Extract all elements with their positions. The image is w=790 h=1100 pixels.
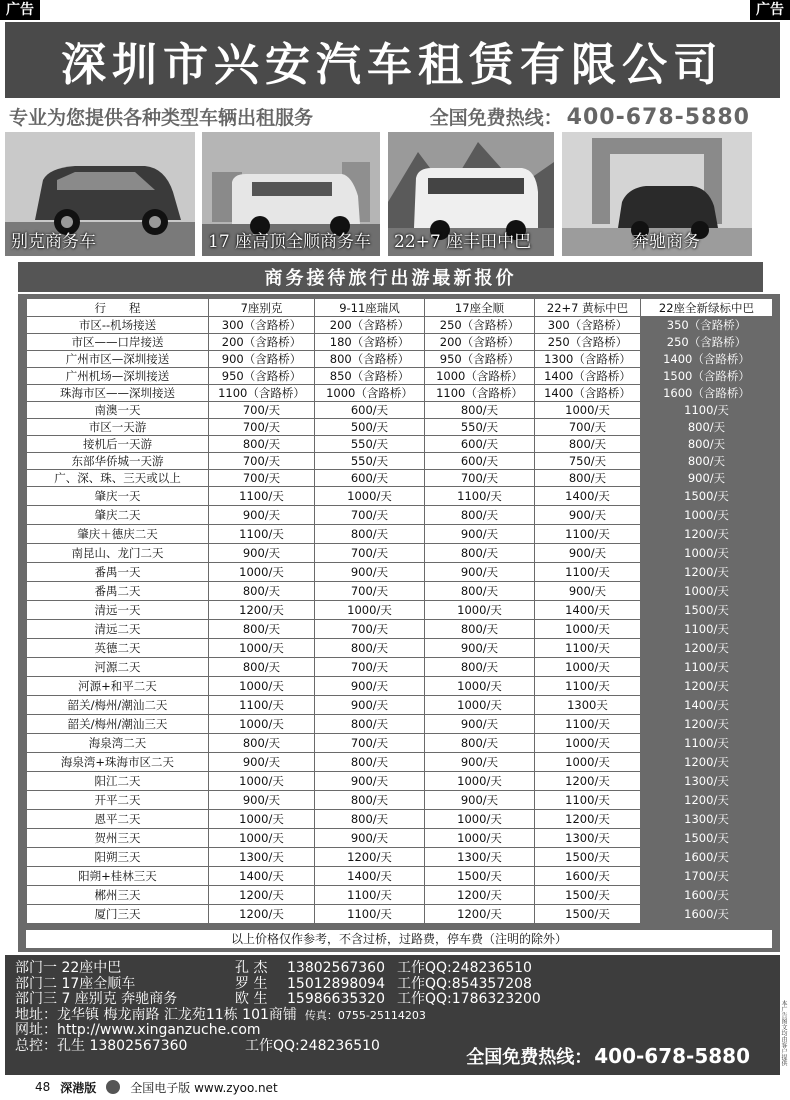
- table-row: [27, 734, 773, 753]
- price-cell: 1300/天: [425, 848, 535, 867]
- price-cell: 800/天: [535, 470, 641, 487]
- price-cell: 800/天: [425, 658, 535, 677]
- price-cell: 800/天: [209, 582, 315, 601]
- price-cell: 1200/天: [535, 772, 641, 791]
- route-cell: 清远二天: [27, 620, 209, 639]
- price-cell: 1100/天: [535, 525, 641, 544]
- table-header-row: [27, 299, 773, 317]
- price-cell: 1200/天: [641, 753, 773, 772]
- price-cell: 1200/天: [641, 563, 773, 582]
- price-cell: 800/天: [209, 734, 315, 753]
- photo-caption: 别克商务车: [11, 232, 96, 252]
- price-cell: 700/天: [209, 470, 315, 487]
- price-cell: 800/天: [315, 715, 425, 734]
- price-cell: 200（含路桥）: [425, 334, 535, 351]
- contact-qq: 工作QQ:854357208: [397, 975, 532, 992]
- price-cell: 1200/天: [641, 791, 773, 810]
- price-cell: 1000/天: [209, 810, 315, 829]
- price-cell: 700/天: [209, 419, 315, 436]
- price-cell: 1100/天: [535, 639, 641, 658]
- route-cell: 肇庆二天: [27, 506, 209, 525]
- photo-benz: [562, 132, 752, 256]
- route-cell: 河源+和平二天: [27, 677, 209, 696]
- price-cell: 700/天: [315, 620, 425, 639]
- price-cell: 900/天: [535, 506, 641, 525]
- price-cell: 1000/天: [209, 563, 315, 582]
- price-cell: 800/天: [425, 544, 535, 563]
- price-cell: 900/天: [425, 753, 535, 772]
- price-cell: 1200/天: [209, 601, 315, 620]
- price-cell: 1000/天: [425, 829, 535, 848]
- price-cell: 1000/天: [641, 582, 773, 601]
- price-table-body: [27, 317, 773, 924]
- contact-line: [15, 961, 770, 977]
- price-cell: 1400（含路桥）: [641, 351, 773, 368]
- price-cell: 700/天: [315, 544, 425, 563]
- photo-buick: [5, 132, 195, 256]
- price-cell: 1600/天: [641, 905, 773, 924]
- price-cell: 1500/天: [641, 487, 773, 506]
- table-row: [27, 368, 773, 385]
- price-cell: 350（含路桥）: [641, 317, 773, 334]
- table-row: [27, 905, 773, 924]
- price-cell: 1100/天: [209, 696, 315, 715]
- price-cell: 1300/天: [641, 772, 773, 791]
- route-cell: 市区——口岸接送: [27, 334, 209, 351]
- price-cell: 900/天: [535, 582, 641, 601]
- table-row: [27, 582, 773, 601]
- side-note: 本广告图文均由客户提供: [780, 1000, 787, 1066]
- route-cell: 韶关/梅州/潮汕二天: [27, 696, 209, 715]
- website-line: [15, 1023, 770, 1039]
- price-cell: 1400/天: [315, 867, 425, 886]
- price-table-area: [18, 294, 780, 952]
- price-cell: 1000/天: [209, 715, 315, 734]
- price-cell: 1400/天: [641, 696, 773, 715]
- price-cell: 600/天: [315, 470, 425, 487]
- price-cell: 700/天: [315, 734, 425, 753]
- price-cell: 900/天: [425, 791, 535, 810]
- contact-line: [15, 992, 770, 1008]
- vehicle-photos: [5, 132, 780, 256]
- price-cell: 1000/天: [425, 677, 535, 696]
- price-cell: 900/天: [425, 639, 535, 658]
- price-cell: 1000/天: [535, 734, 641, 753]
- price-cell: 950（含路桥）: [425, 351, 535, 368]
- price-cell: 750/天: [535, 453, 641, 470]
- edition: 深港版: [60, 1080, 97, 1095]
- price-cell: 1200/天: [315, 848, 425, 867]
- table-row: [27, 658, 773, 677]
- price-cell: 1600（含路桥）: [641, 385, 773, 402]
- price-cell: 900/天: [425, 563, 535, 582]
- route-cell: 肇庆一天: [27, 487, 209, 506]
- website: 网址：http://www.xinganzuche.com: [15, 1022, 261, 1038]
- photo-caption: 奔驰商务: [632, 232, 700, 252]
- price-cell: 700/天: [315, 582, 425, 601]
- price-cell: 700/天: [315, 506, 425, 525]
- price-cell: 1100/天: [535, 715, 641, 734]
- subtitle-hotline-label: 全国免费热线：: [429, 106, 563, 129]
- price-cell: 1000/天: [535, 402, 641, 419]
- table-row: [27, 810, 773, 829]
- price-cell: 1500（含路桥）: [641, 368, 773, 385]
- price-cell: 1100（含路桥）: [425, 385, 535, 402]
- page-number: 48: [35, 1080, 51, 1094]
- price-cell: 700/天: [535, 419, 641, 436]
- photo-transit: [202, 132, 380, 256]
- table-row: [27, 453, 773, 470]
- price-cell: 1200/天: [209, 886, 315, 905]
- general-contact: 总控：孔生 13802567360: [15, 1037, 188, 1054]
- price-cell: 1000/天: [535, 620, 641, 639]
- route-cell: 广、深、珠、三天或以上: [27, 470, 209, 487]
- price-cell: 1000/天: [315, 601, 425, 620]
- table-row: [27, 696, 773, 715]
- price-note: 以上价格仅作参考，不含过桥，过路费，停车费（注明的除外）: [26, 930, 772, 948]
- table-row: [27, 525, 773, 544]
- price-cell: 800/天: [315, 753, 425, 772]
- table-row: [27, 886, 773, 905]
- title-banner: [5, 22, 780, 98]
- price-cell: 800/天: [425, 620, 535, 639]
- route-cell: 市区--机场接送: [27, 317, 209, 334]
- price-cell: 1000/天: [535, 658, 641, 677]
- price-cell: 1200/天: [641, 639, 773, 658]
- header-22-yellow: 22+7 黄标中巴: [535, 299, 641, 317]
- route-cell: 番禺一天: [27, 563, 209, 582]
- price-cell: 180（含路桥）: [315, 334, 425, 351]
- price-cell: 1300天: [535, 696, 641, 715]
- contact-phone: 15986635320: [287, 991, 385, 1007]
- price-cell: 900/天: [315, 772, 425, 791]
- price-cell: 1600/天: [535, 867, 641, 886]
- route-cell: 广州市区—深圳接送: [27, 351, 209, 368]
- price-cell: 1100/天: [209, 487, 315, 506]
- price-cell: 250（含路桥）: [425, 317, 535, 334]
- table-row: [27, 639, 773, 658]
- bottom-hotline-label: 全国免费热线：: [466, 1047, 593, 1068]
- table-row: [27, 620, 773, 639]
- price-cell: 1400/天: [535, 601, 641, 620]
- price-cell: 800/天: [315, 525, 425, 544]
- table-row: [27, 402, 773, 419]
- contact-phone: 15012898094: [287, 975, 385, 992]
- table-row: [27, 563, 773, 582]
- bottom-hotline-number: 400-678-5880: [594, 1044, 750, 1068]
- subtitle-bar: [5, 100, 780, 132]
- price-cell: 1500/天: [641, 829, 773, 848]
- price-cell: 1200/天: [641, 525, 773, 544]
- photo-toyota: [388, 132, 554, 256]
- price-cell: 500/天: [315, 419, 425, 436]
- price-cell: 1200/天: [425, 886, 535, 905]
- price-cell: 800/天: [641, 453, 773, 470]
- price-cell: 800/天: [209, 436, 315, 453]
- table-row: [27, 848, 773, 867]
- table-row: [27, 867, 773, 886]
- price-cell: 800/天: [641, 419, 773, 436]
- price-cell: 900/天: [209, 544, 315, 563]
- price-cell: 1100/天: [535, 791, 641, 810]
- table-row: [27, 715, 773, 734]
- price-cell: 1500/天: [535, 886, 641, 905]
- table-row: [27, 753, 773, 772]
- route-cell: 南昆山、龙门二天: [27, 544, 209, 563]
- price-cell: 1000/天: [425, 696, 535, 715]
- price-cell: 1000/天: [209, 829, 315, 848]
- price-cell: 950（含路桥）: [209, 368, 315, 385]
- price-cell: 800/天: [209, 620, 315, 639]
- price-cell: 1500/天: [641, 601, 773, 620]
- price-cell: 900/天: [315, 696, 425, 715]
- price-cell: 800/天: [425, 582, 535, 601]
- price-cell: 1400（含路桥）: [535, 385, 641, 402]
- price-cell: 600/天: [425, 436, 535, 453]
- price-cell: 1200/天: [209, 905, 315, 924]
- price-cell: 800/天: [315, 791, 425, 810]
- contact-name: 孔 杰: [235, 960, 268, 976]
- dept-name: 部门一 22座中巴: [15, 960, 122, 976]
- price-cell: 900/天: [641, 470, 773, 487]
- price-cell: 900（含路桥）: [209, 351, 315, 368]
- route-cell: 东部华侨城一天游: [27, 453, 209, 470]
- price-cell: 200（含路桥）: [209, 334, 315, 351]
- route-cell: 河源二天: [27, 658, 209, 677]
- section-title: 商务接待旅行出游最新报价: [18, 262, 763, 292]
- price-cell: 1100/天: [641, 402, 773, 419]
- route-cell: 海泉湾二天: [27, 734, 209, 753]
- price-cell: 550/天: [315, 453, 425, 470]
- price-cell: 1000/天: [315, 487, 425, 506]
- dept-name: 部门三 7 座别克 奔驰商务: [15, 991, 178, 1007]
- route-cell: 珠海市区——深圳接送: [27, 385, 209, 402]
- price-cell: 1100/天: [535, 563, 641, 582]
- contact-qq: 工作QQ:1786323200: [397, 991, 541, 1007]
- table-row: [27, 829, 773, 848]
- price-cell: 1100/天: [425, 487, 535, 506]
- route-cell: 肇庆＋德庆二天: [27, 525, 209, 544]
- price-cell: 900/天: [209, 506, 315, 525]
- price-cell: 1100（含路桥）: [209, 385, 315, 402]
- price-cell: 1500/天: [425, 867, 535, 886]
- table-row: [27, 351, 773, 368]
- company-name: 深圳市兴安汽车租赁有限公司: [60, 37, 724, 91]
- ad-label-left: 广告: [0, 0, 40, 20]
- price-cell: 800/天: [209, 658, 315, 677]
- price-table: [26, 298, 773, 924]
- price-cell: 1000/天: [425, 601, 535, 620]
- route-cell: 阳朔+桂林三天: [27, 867, 209, 886]
- price-cell: 550/天: [315, 436, 425, 453]
- subtitle-hotline-number: 400-678-5880: [566, 104, 750, 130]
- table-row: [27, 544, 773, 563]
- price-cell: 900/天: [209, 753, 315, 772]
- contact-phone: 13802567360: [287, 960, 385, 976]
- price-cell: 800/天: [315, 639, 425, 658]
- price-cell: 1000/天: [641, 506, 773, 525]
- price-cell: 900/天: [315, 829, 425, 848]
- price-cell: 1000/天: [209, 677, 315, 696]
- bottom-hotline: [466, 1043, 750, 1069]
- price-cell: 700/天: [315, 658, 425, 677]
- price-cell: 1000/天: [209, 772, 315, 791]
- header-9-11-seat: 9-11座瑞风: [315, 299, 425, 317]
- price-cell: 700/天: [209, 453, 315, 470]
- photo-caption: 17 座高顶全顺商务车: [208, 232, 372, 252]
- route-cell: 广州机场—深圳接送: [27, 368, 209, 385]
- contact-name: 欧 生: [235, 991, 268, 1007]
- header-7-seat: 7座别克: [209, 299, 315, 317]
- subtitle-hotline: [430, 103, 750, 130]
- contact-block: [5, 955, 780, 1075]
- price-cell: 850（含路桥）: [315, 368, 425, 385]
- price-cell: 1400/天: [209, 867, 315, 886]
- price-cell: 1300/天: [535, 829, 641, 848]
- price-cell: 900/天: [315, 563, 425, 582]
- price-cell: 1500/天: [535, 848, 641, 867]
- table-row: [27, 506, 773, 525]
- table-row: [27, 436, 773, 453]
- general-qq: 工作QQ:248236510: [245, 1037, 380, 1054]
- photo-caption: 22+7 座丰田中巴: [394, 232, 532, 252]
- service-slogan: 专业为您提供各种类型车辆出租服务: [9, 106, 314, 129]
- table-row: [27, 677, 773, 696]
- price-cell: 1100/天: [315, 905, 425, 924]
- price-cell: 900/天: [425, 715, 535, 734]
- price-cell: 1300/天: [641, 810, 773, 829]
- price-cell: 550/天: [425, 419, 535, 436]
- route-cell: 英德二天: [27, 639, 209, 658]
- price-cell: 250（含路桥）: [535, 334, 641, 351]
- price-cell: 800/天: [425, 734, 535, 753]
- price-cell: 1100/天: [641, 658, 773, 677]
- route-cell: 清远一天: [27, 601, 209, 620]
- price-cell: 1000（含路桥）: [425, 368, 535, 385]
- route-cell: 郴州三天: [27, 886, 209, 905]
- price-cell: 1700/天: [641, 867, 773, 886]
- price-cell: 700/天: [209, 402, 315, 419]
- price-cell: 700/天: [425, 470, 535, 487]
- address-line: [15, 1008, 770, 1024]
- price-cell: 200（含路桥）: [315, 317, 425, 334]
- price-cell: 900/天: [209, 791, 315, 810]
- price-cell: 1100/天: [641, 734, 773, 753]
- price-cell: 300（含路桥）: [535, 317, 641, 334]
- page-footer: [35, 1077, 278, 1097]
- dept-name: 部门二 17座全顺车: [15, 975, 136, 992]
- route-cell: 番禺二天: [27, 582, 209, 601]
- route-cell: 市区一天游: [27, 419, 209, 436]
- table-row: [27, 334, 773, 351]
- address: 地址：龙华镇 梅龙南路 汇龙苑11栋 101商铺: [15, 1006, 297, 1023]
- price-cell: 1500/天: [535, 905, 641, 924]
- price-cell: 1200/天: [425, 905, 535, 924]
- route-cell: 阳朔三天: [27, 848, 209, 867]
- table-row: [27, 317, 773, 334]
- table-row: [27, 487, 773, 506]
- price-cell: 1600/天: [641, 886, 773, 905]
- price-cell: 1100/天: [209, 525, 315, 544]
- price-cell: 1100/天: [535, 677, 641, 696]
- price-cell: 1200/天: [535, 810, 641, 829]
- route-cell: 南澳一天: [27, 402, 209, 419]
- price-cell: 800/天: [641, 436, 773, 453]
- header-route: 行 程: [27, 299, 209, 317]
- price-cell: 1600/天: [641, 848, 773, 867]
- price-cell: 1000/天: [425, 810, 535, 829]
- price-cell: 800/天: [425, 402, 535, 419]
- price-cell: 800/天: [315, 810, 425, 829]
- route-cell: 贺州三天: [27, 829, 209, 848]
- price-cell: 1000/天: [425, 772, 535, 791]
- table-row: [27, 772, 773, 791]
- price-cell: 1400（含路桥）: [535, 368, 641, 385]
- contact-qq: 工作QQ:248236510: [397, 960, 532, 976]
- site: 全国电子版 www.zyoo.net: [130, 1080, 278, 1095]
- table-row: [27, 601, 773, 620]
- route-cell: 恩平二天: [27, 810, 209, 829]
- price-cell: 1200/天: [641, 677, 773, 696]
- contact-line: [15, 977, 770, 993]
- fax: 传真：0755-25114203: [304, 1008, 426, 1022]
- price-cell: 1000/天: [209, 639, 315, 658]
- price-cell: 1000/天: [535, 753, 641, 772]
- header-22-green: 22座全新绿标中巴: [641, 299, 773, 317]
- price-cell: 1100/天: [641, 620, 773, 639]
- contact-name: 罗 生: [235, 975, 268, 992]
- price-cell: 800/天: [425, 506, 535, 525]
- table-row: [27, 385, 773, 402]
- price-cell: 600/天: [315, 402, 425, 419]
- table-row: [27, 470, 773, 487]
- price-cell: 1400/天: [535, 487, 641, 506]
- ad-label-right: 广告: [750, 0, 790, 20]
- route-cell: 厦门三天: [27, 905, 209, 924]
- price-cell: 1300/天: [209, 848, 315, 867]
- route-cell: 韶关/梅州/潮汕三天: [27, 715, 209, 734]
- price-cell: 600/天: [425, 453, 535, 470]
- price-cell: 900/天: [535, 544, 641, 563]
- route-cell: 阳江二天: [27, 772, 209, 791]
- header-17-seat: 17座全顺: [425, 299, 535, 317]
- route-cell: 海泉湾+珠海市区二天: [27, 753, 209, 772]
- table-row: [27, 791, 773, 810]
- price-cell: 800/天: [535, 436, 641, 453]
- price-cell: 250（含路桥）: [641, 334, 773, 351]
- route-cell: 开平二天: [27, 791, 209, 810]
- price-cell: 1000（含路桥）: [315, 385, 425, 402]
- route-cell: 接机后一天游: [27, 436, 209, 453]
- price-cell: 800（含路桥）: [315, 351, 425, 368]
- price-cell: 1100/天: [315, 886, 425, 905]
- price-cell: 300（含路桥）: [209, 317, 315, 334]
- price-cell: 1300（含路桥）: [535, 351, 641, 368]
- price-cell: 1000/天: [641, 544, 773, 563]
- price-cell: 900/天: [425, 525, 535, 544]
- table-row: [27, 419, 773, 436]
- price-cell: 900/天: [315, 677, 425, 696]
- price-cell: 1200/天: [641, 715, 773, 734]
- publication-logo-icon: [106, 1080, 120, 1094]
